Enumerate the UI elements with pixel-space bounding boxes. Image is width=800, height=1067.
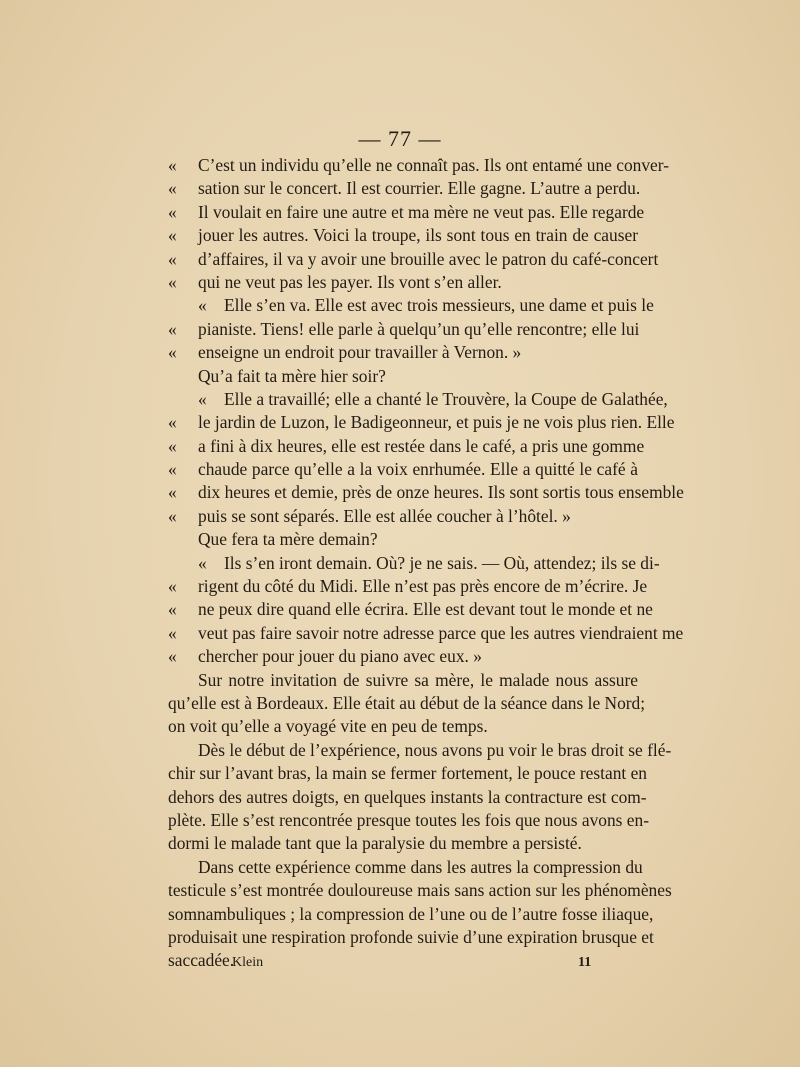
text-line [168,154,669,177]
text-line [168,879,672,902]
text-line [168,786,647,809]
quote-mark: « [168,248,177,269]
page-number: — 77 — [358,126,442,151]
text-line [168,598,653,621]
quote-mark: « [168,435,177,456]
line-text: dix heures et demie, près de onze heures. Ils sont sortis tous ensemble [198,482,684,503]
text-line [168,505,638,528]
line-text: testicule s’est montrée douloureuse mais sans action sur les phénomènes [168,880,672,901]
line-text: sation sur le concert. Il est courrier. Elle gagne. L’autre a perdu. [198,178,641,199]
line-text: d’affaires, il va y avoir une brouille avec le patron du café-concert [198,248,659,269]
line-text: Que fera ta mère demain? [198,529,378,550]
text-line [168,318,638,341]
quote-mark: « [168,459,177,480]
text-line [168,224,638,247]
line-text: C’est un individu qu’elle ne connaît pas. Ils ont entamé une conver- [198,155,669,175]
quote-mark: « [168,155,177,175]
text-line [168,645,638,668]
body-text [168,154,684,973]
line-text: jouer les autres. Voici la troupe, ils sont tous en train de causer [198,225,638,246]
line-text: Dès le début de l’expérience, nous avons pu voir le bras droit se flé- [198,739,672,760]
text-line [168,762,648,785]
text-line [168,458,638,481]
quote-mark: « [198,295,207,316]
quote-mark: « [168,646,177,667]
line-text: Sur notre invitation de suivre sa mère, le malade nous assure [198,669,638,690]
text-line [168,575,648,598]
quote-mark: « [168,412,177,433]
text-line [168,365,638,388]
line-text: chercher pour jouer du piano avec eux. » [198,646,482,667]
quote-mark: « [168,576,177,597]
quote-mark: « [168,505,177,526]
line-text: Qu’a fait ta mère hier soir? [198,365,386,386]
line-text: le jardin de Luzon, le Badigeonneur, et puis je ne vois plus rien. Elle [198,412,675,433]
line-text: somnambuliques ; la compression de l’une ou de l’autre fosse iliaque, [168,903,654,924]
text-line [168,856,643,879]
text-line [168,809,649,832]
text-line [168,435,645,458]
line-text: rigent du côté du Midi. Elle n’est pas près encore de m’écrire. Je [198,576,648,597]
text-line [168,692,646,715]
quote-mark: « [168,178,177,199]
line-text: Ils s’en iront demain. Où? je ne sais. — Où, attendez; ils se di- [224,552,660,573]
text-line [168,739,672,762]
line-text: ne peux dire quand elle écrira. Elle est devant tout le monde et ne [198,599,653,620]
line-text: puis se sont séparés. Elle est allée coucher à l’hôtel. » [198,505,571,526]
text-line [168,271,638,294]
line-text: Elle a travaillé; elle a chanté le Trouvère, la Coupe de Galathée, [224,388,668,409]
quote-mark: « [168,482,177,503]
quote-mark: « [198,388,207,409]
line-text: produisait une respiration profonde suivie d’une expiration brusque et [168,926,654,947]
line-text: a fini à dix heures, elle est restée dans le café, a pris une gomme [198,435,645,456]
text-line [168,294,654,317]
quote-mark: « [168,599,177,620]
text-line [168,528,638,551]
text-line [168,341,638,364]
text-line [168,201,645,224]
quote-mark: « [168,318,177,339]
quote-mark: « [168,201,177,222]
text-line [168,411,675,434]
line-text: Dans cette expérience comme dans les autres la compression du [198,856,643,877]
quote-mark: « [168,271,177,292]
text-line [168,177,641,200]
line-text: saccadée. [168,950,235,971]
line-text: Il voulait en faire une autre et ma mère ne veut pas. Elle regarde [198,201,645,222]
line-text: on voit qu’elle a voyagé vite en peu de temps. [168,716,488,737]
text-line [168,481,684,504]
text-line [168,388,668,411]
line-text: chir sur l’avant bras, la main se fermer fortement, le pouce restant en [168,763,648,784]
text-line [168,622,684,645]
line-text: enseigne un endroit pour travailler à Vernon. » [198,342,522,363]
text-line [168,552,660,575]
line-text: dormi le malade tant que la paralysie du membre a persisté. [168,833,582,854]
quote-mark: « [168,225,177,246]
footer-signature: 11 [578,955,592,970]
quote-mark: « [168,342,177,363]
text-line [168,903,654,926]
footer-author: Klein [232,955,264,970]
text-line [168,926,654,949]
line-text: plète. Elle s’est rencontrée presque toutes les fois que nous avons en- [168,809,649,830]
line-text: chaude parce qu’elle a la voix enrhumée. Elle a quitté le café à [198,459,638,480]
line-text: pianiste. Tiens! elle parle à quelqu’un qu’elle rencontre; elle lui [198,318,640,339]
line-text: veut pas faire savoir notre adresse parce que les autres viendraient me [198,622,684,643]
text-line [168,715,638,738]
text-line [168,832,638,855]
text-line [168,248,659,271]
line-text: Elle s’en va. Elle est avec trois messieurs, une dame et puis le [224,295,654,316]
line-text: dehors des autres doigts, en quelques instants la contracture est com- [168,786,647,807]
quote-mark: « [198,552,207,573]
line-text: qui ne veut pas les payer. Ils vont s’en aller. [198,271,502,292]
quote-mark: « [168,622,177,643]
text-line [168,669,638,692]
line-text: qu’elle est à Bordeaux. Elle était au début de la séance dans le Nord; [168,692,646,713]
